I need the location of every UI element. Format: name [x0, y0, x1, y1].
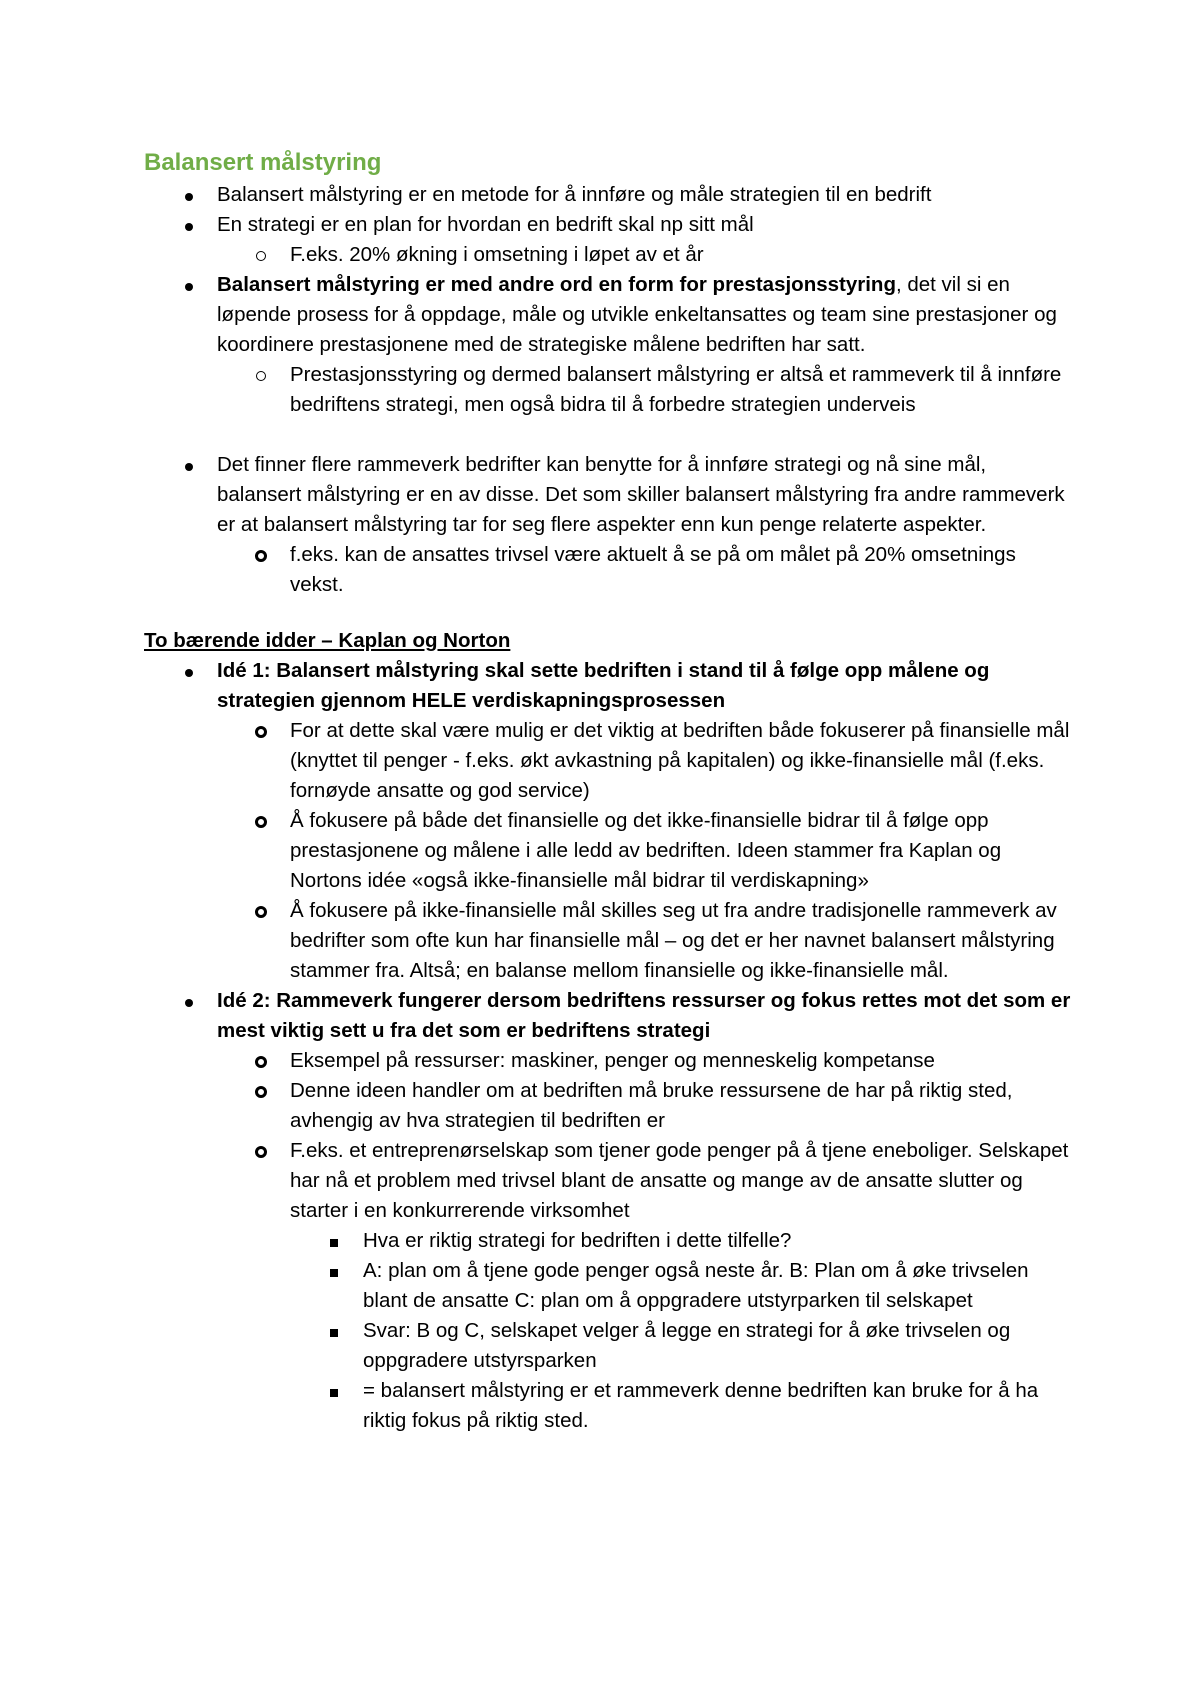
list-item: Eksempel på ressurser: maskiner, penger og menneskelig kompetanse: [144, 1046, 1074, 1076]
list-item: Hva er riktig strategi for bedriften i dette tilfelle?: [144, 1226, 1074, 1256]
bullet-circle-icon: [251, 540, 271, 571]
list-item: Balansert målstyring er med andre ord en form for prestasjonsstyring, det vil si en løpende prosess for å oppdage, måle og utvikle enkeltansattes og team sine prestasjoner og koordinere prestasjonene med de strategiske målene bedriften har satt.: [144, 270, 1074, 360]
intro-list: [144, 180, 1074, 240]
bullet-square-icon: [324, 1316, 344, 1346]
bullet-circle-icon: [251, 1076, 271, 1107]
list-item: Idé 1: Balansert målstyring skal sette bedriften i stand til å følge opp målene og strategien gjennom HELE verdiskapningsprosessen: [144, 656, 1074, 716]
list-item: Idé 2: Rammeverk fungerer dersom bedriftens ressurser og fokus rettes mot det som er mest viktig sett u fra det som er bedriftens strategi: [144, 986, 1074, 1046]
list-item: A: plan om å tjene gode penger også neste år. B: Plan om å øke trivselen blant de ansatte C: plan om å oppgradere utstyrparken til selskapet: [144, 1256, 1074, 1316]
list-item: Denne ideen handler om at bedriften må bruke ressursene de har på riktig sted, avhengig av hva strategien til bedriften er: [144, 1076, 1074, 1136]
document-title: Balansert målstyring: [144, 149, 382, 176]
intro-list: [144, 270, 1074, 360]
bullet-circle-icon: [251, 806, 271, 837]
list-item: Balansert målstyring er en metode for å innføre og måle strategien til en bedrift: [144, 180, 1074, 210]
bullet-circle-icon: [251, 1046, 271, 1077]
bullet-circle-icon: [251, 240, 271, 270]
bullet-circle-icon: [251, 360, 271, 390]
bullet-dot-icon: [179, 986, 199, 1016]
list-item: F.eks. et entreprenørselskap som tjener gode penger på å tjene eneboliger. Selskapet har nå et problem med trivsel blant de ansatte og mange av de ansatte slutter og starter i en konkurrerende virksomhet: [144, 1136, 1074, 1226]
intro-list: [144, 450, 1074, 540]
list-item: Svar: B og C, selskapet velger å legge en strategi for å øke trivselen og oppgradere utstyrsparken: [144, 1316, 1074, 1376]
list-item: F.eks. 20% økning i omsetning i løpet av et år: [144, 240, 1074, 270]
bullet-dot-icon: [179, 450, 199, 480]
list-item: = balansert målstyring er et rammeverk denne bedriften kan bruke for å ha riktig fokus på riktig sted.: [144, 1376, 1074, 1436]
sub-list: [144, 1046, 1074, 1226]
bullet-circle-icon: [251, 716, 271, 747]
bullet-square-icon: [324, 1256, 344, 1286]
idea-list: [144, 656, 1074, 716]
bullet-dot-icon: [179, 210, 199, 240]
list-item: Å fokusere på ikke-finansielle mål skilles seg ut fra andre tradisjonelle rammeverk av bedrifter som ofte kun har finansielle mål – og det er her navnet balansert målstyring stammer fra. Altså; en balanse mellom finansielle og ikke-finansielle mål.: [144, 896, 1074, 986]
list-item: En strategi er en plan for hvordan en bedrift skal np sitt mål: [144, 210, 1074, 240]
sub-list: [144, 540, 1074, 600]
bullet-dot-icon: [179, 180, 199, 210]
bullet-square-icon: [324, 1376, 344, 1406]
bullet-dot-icon: [179, 270, 199, 300]
list-item: For at dette skal være mulig er det viktig at bedriften både fokuserer på finansielle mål (knyttet til penger - f.eks. økt avkastning på kapitalen) og ikke-finansielle mål (f.eks. fornøyde ansatte og god service): [144, 716, 1074, 806]
list-item: Prestasjonsstyring og dermed balansert målstyring er altså et rammeverk til å innføre bedriftens strategi, men også bidra til å forbedre strategien underveis: [144, 360, 1074, 420]
list-item: f.eks. kan de ansattes trivsel være aktuelt å se på om målet på 20% omsetnings vekst.: [144, 540, 1074, 600]
bullet-circle-icon: [251, 896, 271, 927]
document-page: [144, 146, 1074, 1436]
sub-list: [144, 716, 1074, 986]
section-title: To bærende idder – Kaplan og Norton: [144, 629, 511, 652]
idea-list: [144, 986, 1074, 1046]
spacer: [144, 600, 1074, 626]
list-item: Det finner flere rammeverk bedrifter kan benytte for å innføre strategi og nå sine mål, balansert målstyring er en av disse. Det som skiller balansert målstyring fra andre rammeverk er at balansert målstyring tar for seg flere aspekter enn kun penge relaterte aspekter.: [144, 450, 1074, 540]
subsub-list: [144, 1226, 1074, 1436]
spacer: [144, 420, 1074, 450]
list-item: Å fokusere på både det finansielle og det ikke-finansielle bidrar til å følge opp prestasjonene og målene i alle ledd av bedriften. Ideen stammer fra Kaplan og Nortons idée «også ikke-finansielle mål bidrar til verdiskapning»: [144, 806, 1074, 896]
sub-list: [144, 360, 1074, 420]
bullet-circle-icon: [251, 1136, 271, 1167]
bullet-dot-icon: [179, 656, 199, 686]
bullet-square-icon: [324, 1226, 344, 1256]
sub-list: [144, 240, 1074, 270]
